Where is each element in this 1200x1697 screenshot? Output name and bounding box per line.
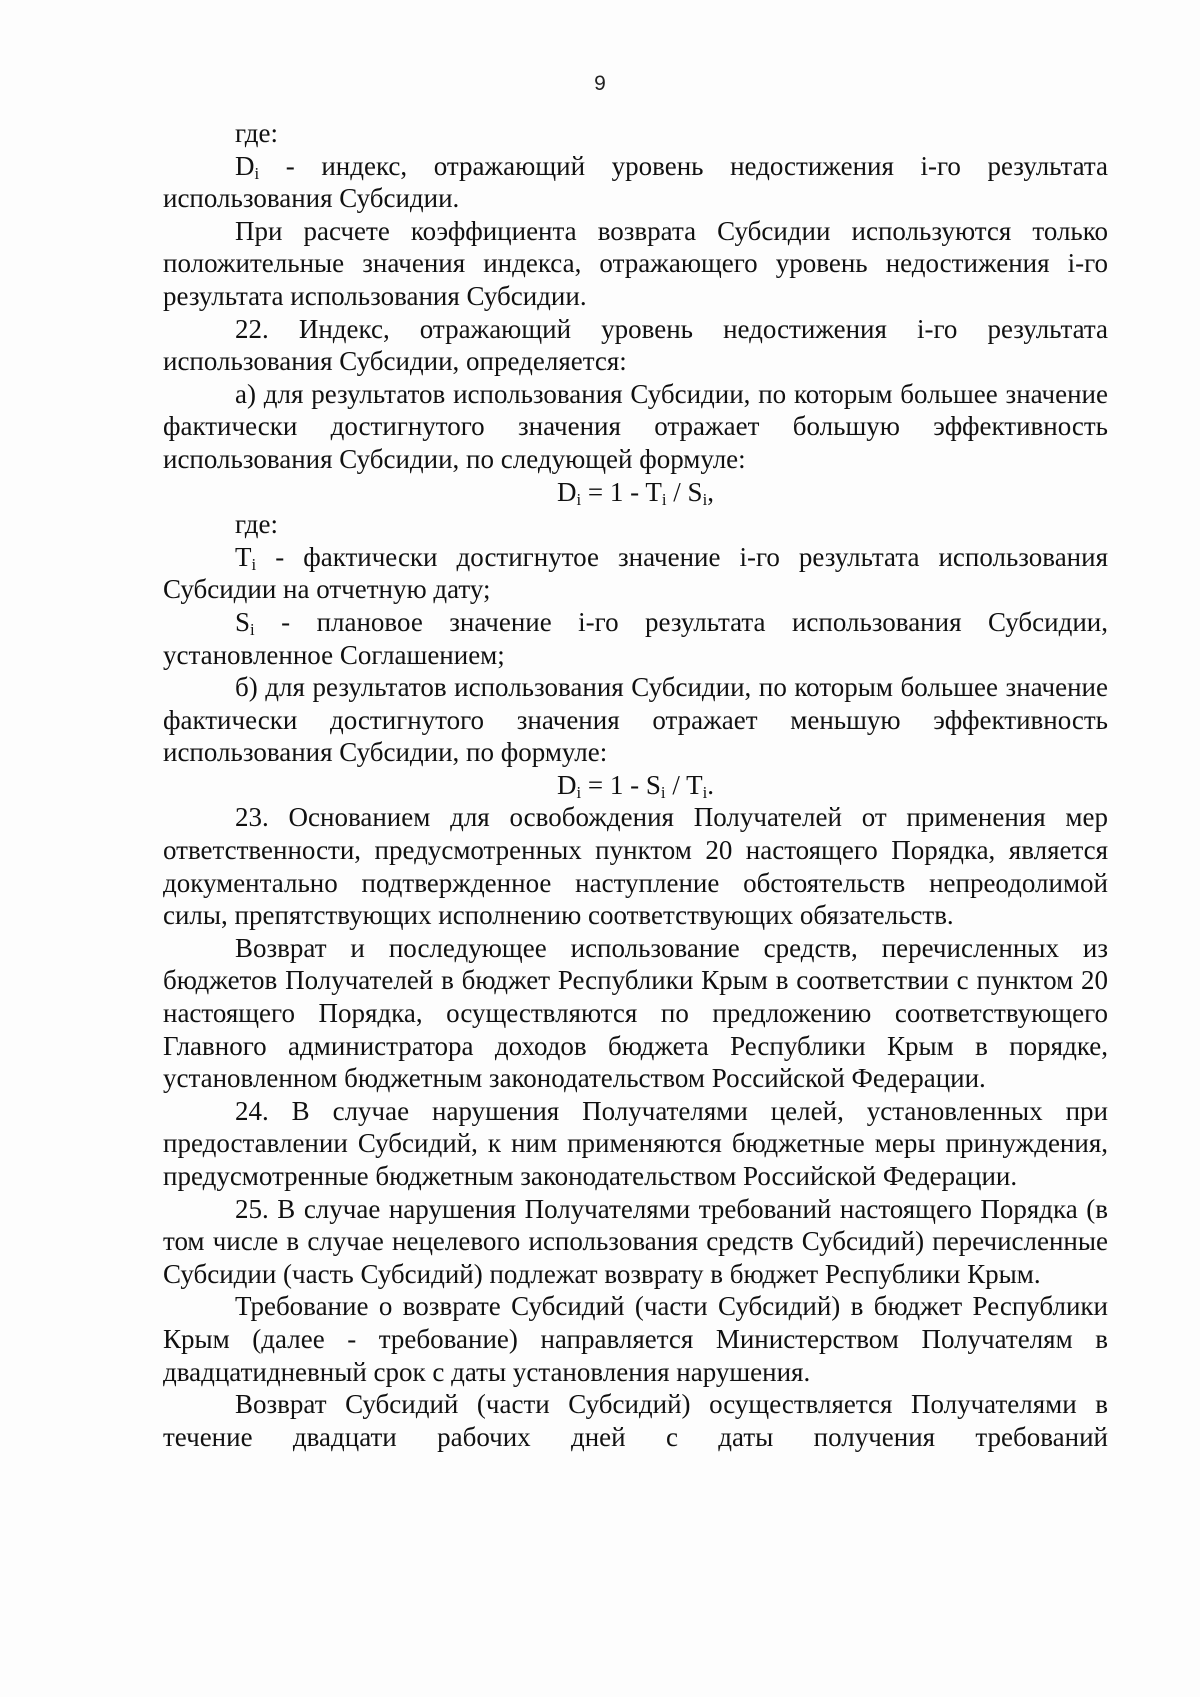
- formula-1: $D_i = 1 - T_i / S_i$,: [557, 476, 714, 509]
- paragraph-where-2: где:: [235, 509, 278, 540]
- paragraph-23: 23. Основанием для освобождения Получателей от применения мер ответственности, предусмотренных пунктом 20 настоящего Порядка, является документально подтвержденное наступление обстоятельств непреодолимой силы, препятствующих исполнению соответствующих обязательств.: [163, 802, 1108, 931]
- paragraph-ti-definition: $T_i$ - фактически достигнутое значение i-го результата использования Субсидии на отчетную дату;: [163, 541, 1108, 605]
- paragraph-25: 25. В случае нарушения Получателями требований настоящего Порядка (в том числе в случае нецелевого использования средств Субсидий) перечисленные Субсидии (часть Субсидий) подлежат возврату в бюджет Республики Крым.: [163, 1193, 1108, 1289]
- paragraph-where-1: где:: [235, 118, 278, 148]
- paragraph-refund-term: Возврат Субсидий (части Субсидий) осуществляется Получателями в течение двадцати рабочих дней с даты получения требований: [163, 1389, 1108, 1452]
- paragraph-refund-usage: Возврат и последующее использование средств, перечисленных из бюджетов Получателей в бюджет Республики Крым в соответствии с пунктом 20 настоящего Порядка, осуществляются по предложению соответствующего Главного администратора доходов бюджета Республики Крым в порядке, установленном бюджетным законодательством Российской Федерации.: [163, 932, 1108, 1094]
- paragraph-si-definition: $S_i$ - плановое значение i-го результата использования Субсидии, установленное Соглашением;: [163, 606, 1108, 670]
- paragraph-22-a: а) для результатов использования Субсидии, по которым большее значение фактически достигнутого значения отражает большую эффективность использования Субсидии, по следующей формуле:: [163, 378, 1108, 474]
- paragraph-24: 24. В случае нарушения Получателями целей, установленных при предоставлении Субсидий, к ним применяются бюджетные меры принуждения, предусмотренные бюджетным законодательством Российской Федерации.: [163, 1095, 1108, 1191]
- paragraph-requirement: Требование о возврате Субсидий (части Субсидий) в бюджет Республики Крым (далее - требование) направляется Министерством Получателям в двадцатидневный срок с даты установления нарушения.: [163, 1291, 1108, 1387]
- paragraph-coefficient-note: При расчете коэффициента возврата Субсидии используются только положительные значения индекса, отражающего уровень недостижения i-го результата использования Субсидии.: [163, 215, 1108, 311]
- formula-2: $D_i = 1 - S_i / T_i$.: [557, 769, 714, 803]
- paragraph-22-b: б) для результатов использования Субсидии, по которым большее значение фактически достигнутого значения отражает меньшую эффективность использования Субсидии, по формуле:: [163, 672, 1108, 768]
- page-number: 9: [594, 72, 606, 95]
- paragraph-22: 22. Индекс, отражающий уровень недостижения i-го результата использования Субсидии, определяется:: [163, 313, 1108, 377]
- document-body: [163, 117, 1108, 1453]
- paragraph-di-definition: $D_i$ - индекс, отражающий уровень недостижения i-го результата использования Субсидии.: [163, 150, 1108, 214]
